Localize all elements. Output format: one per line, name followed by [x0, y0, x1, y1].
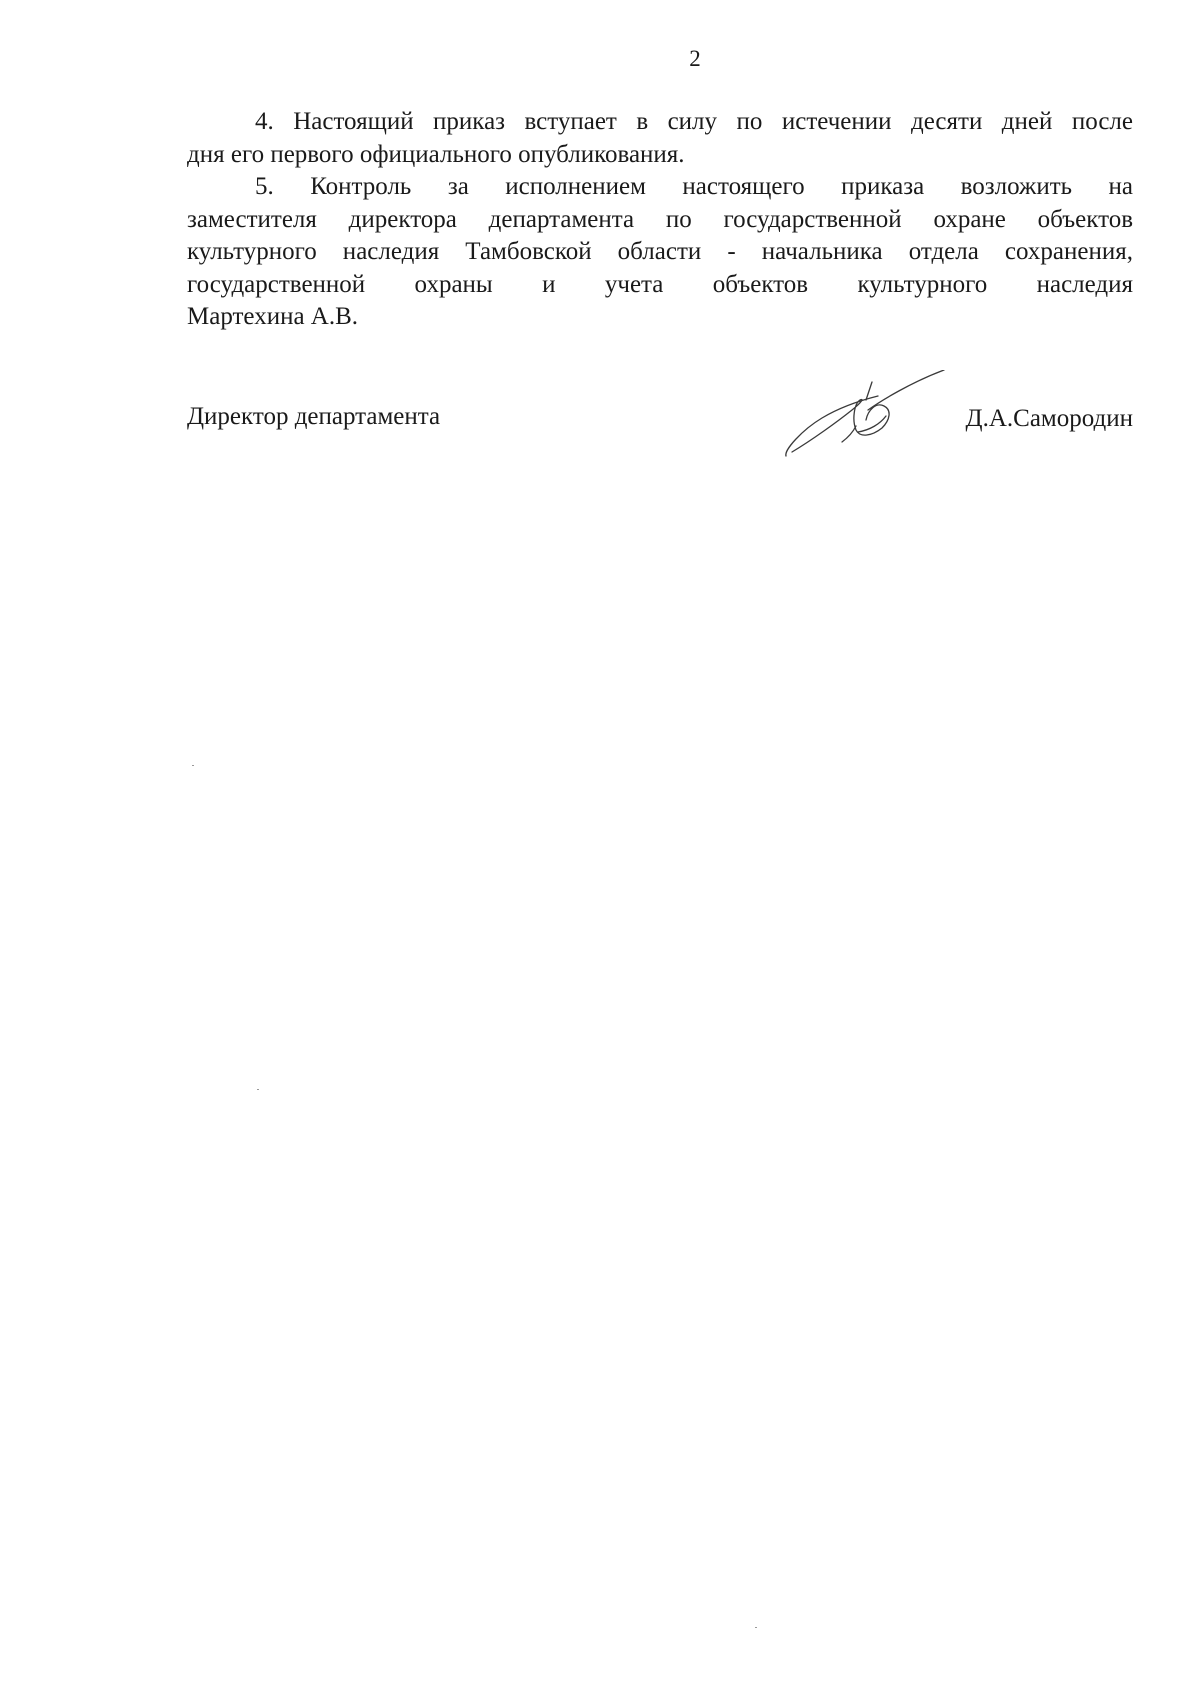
paragraph-line: 4. Настоящий приказ вступает в силу по истечении десяти дней после — [255, 108, 1133, 135]
paragraph-line: культурного наследия Тамбовской области - начальника отдела сохранения, — [187, 238, 1133, 265]
scan-speck — [257, 1089, 259, 1090]
paragraph-5 — [187, 171, 1133, 334]
page-number: 2 — [689, 46, 701, 71]
paragraph-line: государственной охраны и учета объектов культурного наследия — [187, 270, 1133, 298]
paragraph-line: дня его первого официального опубликования. — [187, 140, 685, 168]
paragraph-line: Мартехина А.В. — [187, 303, 359, 330]
scan-speck — [755, 1627, 757, 1628]
handwritten-signature — [782, 370, 952, 460]
document-body — [187, 106, 1133, 334]
signatory-name: Д.А.Самородин — [965, 405, 1133, 432]
paragraph-line: 5. Контроль за исполнением настоящего приказа возложить на — [255, 173, 1133, 200]
paragraph-line: заместителя директора департамента по государственной охране объектов — [187, 205, 1133, 233]
signatory-title: Директор департамента — [187, 403, 441, 430]
paragraph-4 — [187, 106, 1133, 171]
scan-speck — [192, 765, 194, 766]
